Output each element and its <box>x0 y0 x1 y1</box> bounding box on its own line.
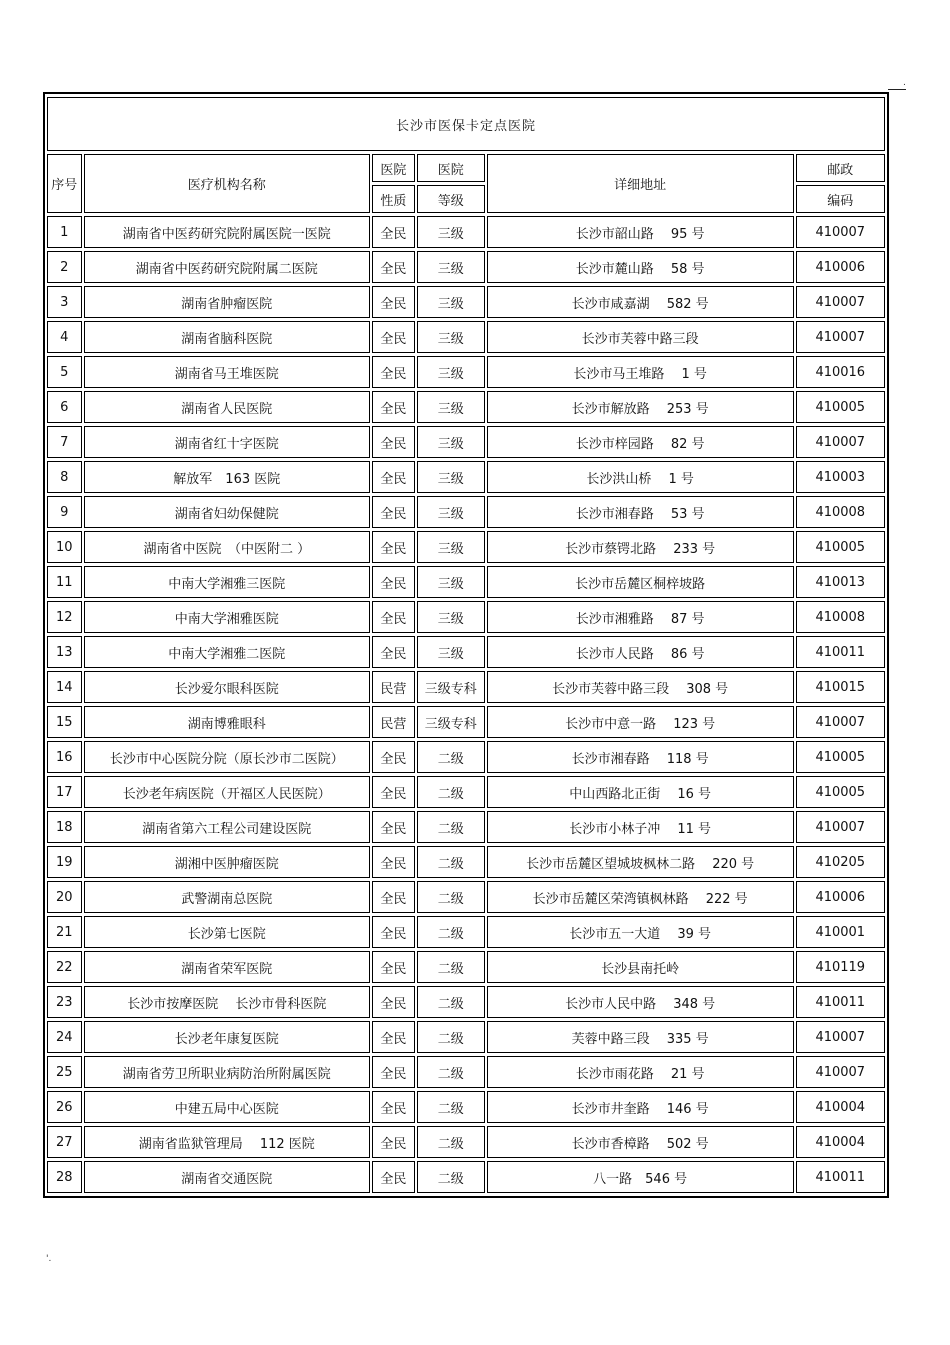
cell-seq: 24 <box>47 1021 82 1053</box>
cell-seq: 21 <box>47 916 82 948</box>
table-row <box>47 986 885 1018</box>
cell-nature: 全民 <box>372 601 415 633</box>
cell-zip: 410005 <box>796 391 885 423</box>
cell-zip: 410007 <box>796 1056 885 1088</box>
table-row <box>47 321 885 353</box>
cell-zip: 410006 <box>796 881 885 913</box>
cell-nature: 全民 <box>372 356 415 388</box>
header-zip-top: 邮政 <box>796 154 885 182</box>
page-corner-mark: . <box>903 78 906 88</box>
cell-address: 长沙市梓园路 82 号 <box>487 426 794 458</box>
cell-nature: 全民 <box>372 776 415 808</box>
cell-address: 长沙市岳麓区荣湾镇枫林路 222 号 <box>487 881 794 913</box>
cell-seq: 28 <box>47 1161 82 1193</box>
cell-level: 三级 <box>417 391 485 423</box>
cell-seq: 25 <box>47 1056 82 1088</box>
cell-seq: 14 <box>47 671 82 703</box>
cell-nature: 民营 <box>372 706 415 738</box>
cell-level: 三级 <box>417 496 485 528</box>
cell-level: 三级 <box>417 531 485 563</box>
cell-level: 二级 <box>417 1091 485 1123</box>
cell-level: 三级 <box>417 216 485 248</box>
cell-nature: 全民 <box>372 916 415 948</box>
table-row <box>47 391 885 423</box>
cell-zip: 410205 <box>796 846 885 878</box>
header-name: 医疗机构名称 <box>84 154 370 213</box>
table-row <box>47 426 885 458</box>
cell-address: 长沙市芙蓉中路三段 <box>487 321 794 353</box>
cell-seq: 18 <box>47 811 82 843</box>
cell-zip: 410015 <box>796 671 885 703</box>
table-row <box>47 1021 885 1053</box>
cell-zip: 410007 <box>796 1021 885 1053</box>
cell-address: 芙蓉中路三段 335 号 <box>487 1021 794 1053</box>
cell-level: 三级专科 <box>417 671 485 703</box>
cell-zip: 410007 <box>796 706 885 738</box>
cell-name: 湖南省红十字医院 <box>84 426 370 458</box>
cell-seq: 22 <box>47 951 82 983</box>
cell-name: 长沙第七医院 <box>84 916 370 948</box>
cell-level: 二级 <box>417 1056 485 1088</box>
cell-zip: 410005 <box>796 776 885 808</box>
cell-address: 长沙市韶山路 95 号 <box>487 216 794 248</box>
cell-address: 中山西路北正街 16 号 <box>487 776 794 808</box>
cell-name: 长沙爱尔眼科医院 <box>84 671 370 703</box>
cell-level: 三级 <box>417 251 485 283</box>
table-row <box>47 531 885 563</box>
table-row <box>47 461 885 493</box>
cell-zip: 410007 <box>796 426 885 458</box>
page-corner-rule <box>888 89 906 90</box>
cell-level: 二级 <box>417 1161 485 1193</box>
cell-nature: 全民 <box>372 881 415 913</box>
cell-address: 长沙市芙蓉中路三段 308 号 <box>487 671 794 703</box>
cell-seq: 11 <box>47 566 82 598</box>
cell-name: 长沙老年康复医院 <box>84 1021 370 1053</box>
cell-address: 长沙市湘雅路 87 号 <box>487 601 794 633</box>
cell-name: 武警湖南总医院 <box>84 881 370 913</box>
table-body <box>47 216 885 1193</box>
cell-address: 长沙市湘春路 118 号 <box>487 741 794 773</box>
cell-zip: 410008 <box>796 601 885 633</box>
cell-nature: 全民 <box>372 216 415 248</box>
cell-seq: 26 <box>47 1091 82 1123</box>
table-row <box>47 601 885 633</box>
cell-nature: 全民 <box>372 321 415 353</box>
cell-seq: 3 <box>47 286 82 318</box>
cell-level: 二级 <box>417 846 485 878</box>
cell-zip: 410011 <box>796 636 885 668</box>
cell-zip: 410011 <box>796 1161 885 1193</box>
cell-nature: 全民 <box>372 566 415 598</box>
cell-level: 三级专科 <box>417 706 485 738</box>
cell-seq: 12 <box>47 601 82 633</box>
cell-nature: 全民 <box>372 1021 415 1053</box>
cell-nature: 全民 <box>372 531 415 563</box>
cell-seq: 20 <box>47 881 82 913</box>
table-row <box>47 286 885 318</box>
table-row <box>47 881 885 913</box>
cell-seq: 27 <box>47 1126 82 1158</box>
cell-level: 二级 <box>417 776 485 808</box>
cell-zip: 410007 <box>796 811 885 843</box>
cell-name: 中建五局中心医院 <box>84 1091 370 1123</box>
cell-address: 长沙市湘春路 53 号 <box>487 496 794 528</box>
cell-zip: 410007 <box>796 321 885 353</box>
cell-zip: 410119 <box>796 951 885 983</box>
hospital-table <box>43 92 889 1198</box>
cell-address: 长沙市咸嘉湖 582 号 <box>487 286 794 318</box>
cell-nature: 全民 <box>372 426 415 458</box>
cell-address: 长沙市香樟路 502 号 <box>487 1126 794 1158</box>
cell-level: 二级 <box>417 986 485 1018</box>
cell-nature: 全民 <box>372 636 415 668</box>
cell-address: 长沙市小林子冲 11 号 <box>487 811 794 843</box>
cell-seq: 10 <box>47 531 82 563</box>
cell-zip: 410013 <box>796 566 885 598</box>
cell-address: 长沙市岳麓区望城坡枫林二路 220 号 <box>487 846 794 878</box>
cell-seq: 9 <box>47 496 82 528</box>
cell-zip: 410001 <box>796 916 885 948</box>
table-row <box>47 636 885 668</box>
cell-name: 湖南省荣军医院 <box>84 951 370 983</box>
cell-nature: 全民 <box>372 741 415 773</box>
header-seq: 序号 <box>47 154 82 213</box>
cell-name: 湖南省第六工程公司建设医院 <box>84 811 370 843</box>
cell-seq: 1 <box>47 216 82 248</box>
cell-nature: 全民 <box>372 1126 415 1158</box>
cell-address: 长沙洪山桥 1 号 <box>487 461 794 493</box>
table-row <box>47 356 885 388</box>
cell-seq: 16 <box>47 741 82 773</box>
table-row <box>47 916 885 948</box>
cell-seq: 2 <box>47 251 82 283</box>
cell-zip: 410004 <box>796 1126 885 1158</box>
cell-seq: 19 <box>47 846 82 878</box>
cell-name: 湖南博雅眼科 <box>84 706 370 738</box>
cell-address: 长沙市岳麓区桐梓坡路 <box>487 566 794 598</box>
table-row <box>47 741 885 773</box>
cell-level: 二级 <box>417 951 485 983</box>
cell-level: 三级 <box>417 636 485 668</box>
cell-level: 三级 <box>417 601 485 633</box>
table-row <box>47 566 885 598</box>
cell-address: 长沙市人民路 86 号 <box>487 636 794 668</box>
cell-seq: 6 <box>47 391 82 423</box>
cell-address: 长沙市井奎路 146 号 <box>487 1091 794 1123</box>
cell-name: 中南大学湘雅医院 <box>84 601 370 633</box>
cell-nature: 全民 <box>372 1161 415 1193</box>
cell-name: 湖南省脑科医院 <box>84 321 370 353</box>
table-row <box>47 1056 885 1088</box>
cell-zip: 410007 <box>796 286 885 318</box>
table-row <box>47 251 885 283</box>
cell-level: 三级 <box>417 356 485 388</box>
cell-name: 湖南省肿瘤医院 <box>84 286 370 318</box>
cell-level: 二级 <box>417 916 485 948</box>
table-row <box>47 846 885 878</box>
header-address: 详细地址 <box>487 154 794 213</box>
page-title: 长沙市医保卡定点医院 <box>47 97 885 151</box>
cell-nature: 全民 <box>372 951 415 983</box>
cell-nature: 全民 <box>372 286 415 318</box>
cell-level: 三级 <box>417 566 485 598</box>
table-row <box>47 216 885 248</box>
cell-address: 长沙市五一大道 39 号 <box>487 916 794 948</box>
cell-level: 三级 <box>417 426 485 458</box>
cell-seq: 5 <box>47 356 82 388</box>
cell-seq: 17 <box>47 776 82 808</box>
cell-level: 二级 <box>417 741 485 773</box>
cell-level: 三级 <box>417 321 485 353</box>
cell-name: 湖南省监狱管理局 112 医院 <box>84 1126 370 1158</box>
header-level-top: 医院 <box>417 154 485 182</box>
table-row <box>47 671 885 703</box>
cell-address: 长沙市马王堆路 1 号 <box>487 356 794 388</box>
cell-level: 三级 <box>417 286 485 318</box>
cell-nature: 全民 <box>372 1091 415 1123</box>
cell-address: 八一路 546 号 <box>487 1161 794 1193</box>
header-nature-bottom: 性质 <box>372 185 415 213</box>
cell-nature: 全民 <box>372 846 415 878</box>
cell-zip: 410006 <box>796 251 885 283</box>
cell-zip: 410008 <box>796 496 885 528</box>
cell-nature: 全民 <box>372 251 415 283</box>
cell-seq: 8 <box>47 461 82 493</box>
table-row <box>47 1091 885 1123</box>
cell-nature: 全民 <box>372 461 415 493</box>
cell-name: 解放军 163 医院 <box>84 461 370 493</box>
cell-name: 湖南省人民医院 <box>84 391 370 423</box>
cell-address: 长沙市麓山路 58 号 <box>487 251 794 283</box>
cell-name: 湖南省中医药研究院附属医院一医院 <box>84 216 370 248</box>
table-row <box>47 776 885 808</box>
cell-name: 湖南省交通医院 <box>84 1161 370 1193</box>
cell-name: 湖南省劳卫所职业病防治所附属医院 <box>84 1056 370 1088</box>
cell-name: 中南大学湘雅二医院 <box>84 636 370 668</box>
cell-nature: 全民 <box>372 496 415 528</box>
cell-name: 长沙老年病医院（开福区人民医院） <box>84 776 370 808</box>
table-row <box>47 496 885 528</box>
cell-address: 长沙县南托岭 <box>487 951 794 983</box>
cell-zip: 410003 <box>796 461 885 493</box>
cell-level: 二级 <box>417 811 485 843</box>
cell-zip: 410004 <box>796 1091 885 1123</box>
cell-seq: 7 <box>47 426 82 458</box>
cell-seq: 13 <box>47 636 82 668</box>
header-zip-bottom: 编码 <box>796 185 885 213</box>
cell-address: 长沙市中意一路 123 号 <box>487 706 794 738</box>
cell-nature: 全民 <box>372 986 415 1018</box>
cell-nature: 全民 <box>372 391 415 423</box>
cell-level: 二级 <box>417 1126 485 1158</box>
cell-name: 湖南省马王堆医院 <box>84 356 370 388</box>
cell-nature: 全民 <box>372 1056 415 1088</box>
cell-address: 长沙市蔡锷北路 233 号 <box>487 531 794 563</box>
cell-zip: 410005 <box>796 741 885 773</box>
cell-seq: 23 <box>47 986 82 1018</box>
cell-seq: 15 <box>47 706 82 738</box>
cell-address: 长沙市人民中路 348 号 <box>487 986 794 1018</box>
header-level-bottom: 等级 <box>417 185 485 213</box>
cell-name: 湖南省妇幼保健院 <box>84 496 370 528</box>
cell-zip: 410005 <box>796 531 885 563</box>
header-nature-top: 医院 <box>372 154 415 182</box>
cell-name: 湖湘中医肿瘤医院 <box>84 846 370 878</box>
cell-level: 三级 <box>417 461 485 493</box>
cell-level: 二级 <box>417 881 485 913</box>
cell-nature: 民营 <box>372 671 415 703</box>
cell-address: 长沙市解放路 253 号 <box>487 391 794 423</box>
table-row <box>47 811 885 843</box>
cell-name: 长沙市按摩医院 长沙市骨科医院 <box>84 986 370 1018</box>
cell-level: 二级 <box>417 1021 485 1053</box>
table-row <box>47 951 885 983</box>
cell-address: 长沙市雨花路 21 号 <box>487 1056 794 1088</box>
cell-zip: 410011 <box>796 986 885 1018</box>
cell-nature: 全民 <box>372 811 415 843</box>
table-row <box>47 1161 885 1193</box>
cell-name: 湖南省中医院 （中医附二 ） <box>84 531 370 563</box>
cell-name: 湖南省中医药研究院附属二医院 <box>84 251 370 283</box>
cell-name: 长沙市中心医院分院（原长沙市二医院） <box>84 741 370 773</box>
cell-seq: 4 <box>47 321 82 353</box>
cell-zip: 410007 <box>796 216 885 248</box>
table-row <box>47 1126 885 1158</box>
cell-name: 中南大学湘雅三医院 <box>84 566 370 598</box>
cell-zip: 410016 <box>796 356 885 388</box>
table-row <box>47 706 885 738</box>
page-bottom-mark: '. <box>46 1254 52 1264</box>
